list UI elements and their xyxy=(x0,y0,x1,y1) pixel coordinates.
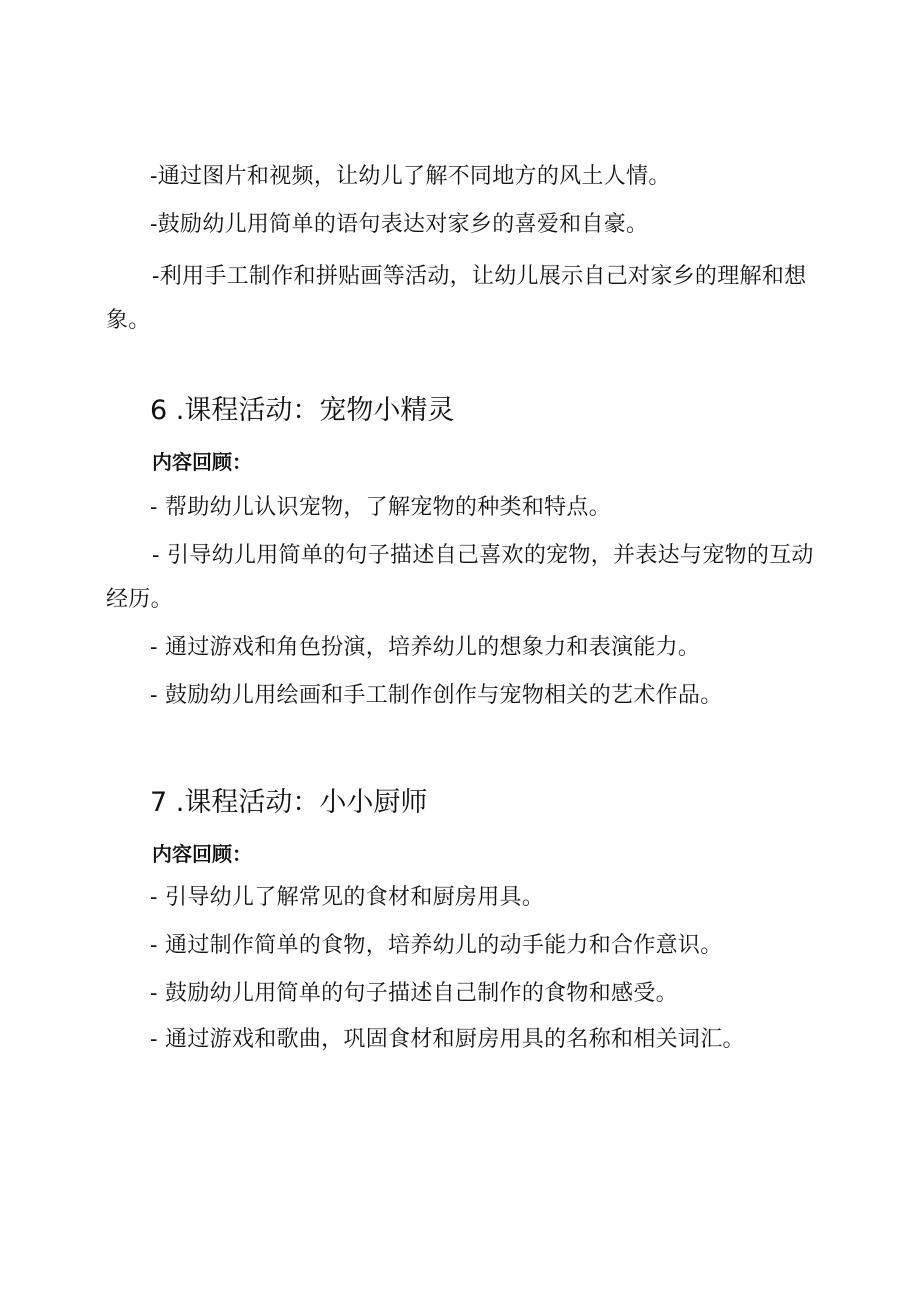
section-6-heading: 6 .课程活动：宠物小精灵 xyxy=(150,395,455,426)
intro-line-3: -利用手工制作和拼贴画等活动，让幼儿展示自己对家乡的理解和想象。 xyxy=(106,264,807,333)
section-7-item-4: - 通过游戏和歌曲，巩固食材和厨房用具的名称和相关词汇。 xyxy=(150,1027,745,1052)
intro-line-2: -鼓励幼儿用简单的语句表达对家乡的喜爱和自豪。 xyxy=(150,212,649,237)
intro-line-1: -通过图片和视频，让幼儿了解不同地方的风土人情。 xyxy=(150,164,671,189)
section-6-item-3: - 通过游戏和角色扮演，培养幼儿的想象力和表演能力。 xyxy=(150,635,701,660)
section-7-review-label: 内容回顾： xyxy=(152,842,252,866)
section-7-item-3: - 鼓励幼儿用简单的句子描述自己制作的食物和感受。 xyxy=(150,981,678,1006)
section-7-item-2: - 通过制作简单的食物，培养幼儿的动手能力和合作意识。 xyxy=(150,933,723,958)
section-6-item-1: - 帮助幼儿认识宠物，了解宠物的种类和特点。 xyxy=(150,495,612,520)
section-6-review-label: 内容回顾： xyxy=(152,450,252,474)
section-7-heading: 7 .课程活动：小小厨师 xyxy=(150,787,428,818)
section-6-item-2: - 引导幼儿用简单的句子描述自己喜欢的宠物，并表达与宠物的互动经历。 xyxy=(106,543,814,612)
section-7-item-1: - 引导幼儿了解常见的食材和厨房用具。 xyxy=(150,885,545,910)
section-6-item-4: - 鼓励幼儿用绘画和手工制作创作与宠物相关的艺术作品。 xyxy=(150,683,723,708)
